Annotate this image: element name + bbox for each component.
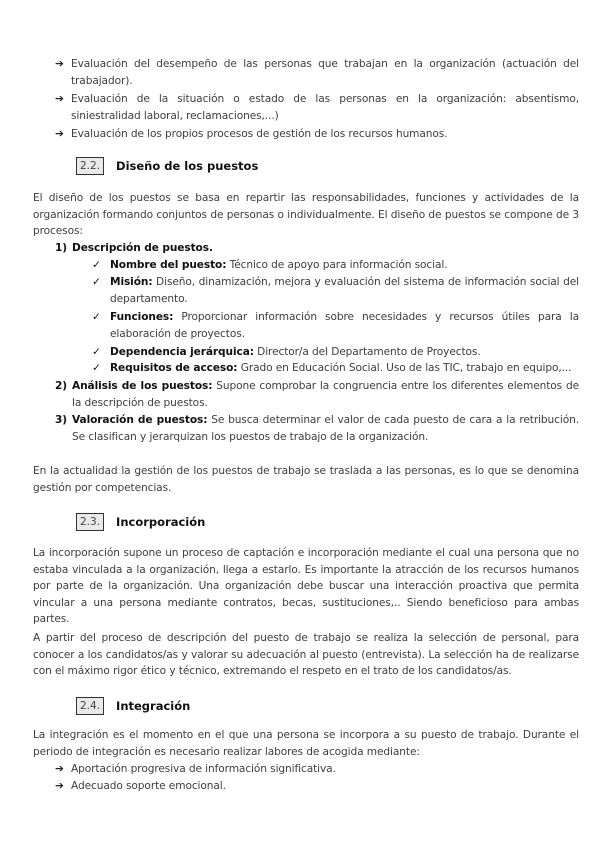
numbered-item-2 <box>55 378 579 411</box>
check-icon: ✓ <box>92 311 101 323</box>
arrow-icon: ➔ <box>55 780 64 792</box>
check-item <box>92 274 579 307</box>
item-label: Valoración de puestos: <box>72 414 208 426</box>
check-text: Proporcionar información sobre necesidades y recursos útiles para la elaboración de proyectos. <box>110 311 579 340</box>
list-item-text: Evaluación del desempeño de las personas que trabajan en la organización (actuación del trabajador). <box>71 58 579 87</box>
check-text: Director/a del Departamento de Proyectos. <box>253 346 481 358</box>
list-item-text: Aportación progresiva de información significativa. <box>71 763 336 775</box>
numbered-item-3 <box>55 412 579 445</box>
list-item <box>55 91 579 124</box>
section-heading-2-3 <box>76 512 205 532</box>
list-item <box>55 761 579 778</box>
list-item <box>55 126 579 143</box>
list-item <box>55 56 579 89</box>
check-item <box>92 257 579 274</box>
check-item <box>92 360 579 377</box>
list-item-text: Evaluación de la situación o estado de las personas en la organización: absentismo, siniestralidad laboral, reclamaciones,...) <box>71 93 579 122</box>
check-icon: ✓ <box>92 362 101 374</box>
arrow-icon: ➔ <box>55 128 64 140</box>
paragraph: La integración es el momento en el que una persona se incorpora a su puesto de trabajo. Durante el periodo de integración es necesario realizar labores de acogida mediante: <box>33 729 579 758</box>
numbered-item-1 <box>55 240 579 257</box>
section-number: 2.2. <box>76 157 104 175</box>
item-text: Se busca determinar el valor de cada puesto de cara a la retribución. Se clasifican y jerarquizan los puestos de trabajo de la organización. <box>72 414 579 443</box>
item-number: 3) <box>55 414 68 426</box>
item-label: Análisis de los puestos: <box>72 380 213 392</box>
section-closing: En la actualidad la gestión de los puestos de trabajo se traslada a las personas, es lo que se denomina gestión por competencias. <box>33 465 579 494</box>
check-text: Diseño, dinamización, mejora y evaluación del sistema de información social del departamento. <box>110 276 579 305</box>
section-heading-2-4 <box>76 696 190 716</box>
item-number: 2) <box>55 380 68 392</box>
paragraph: La incorporación supone un proceso de captación e incorporación mediante el cual una persona que no estaba vinculada a la organización, llega a estarlo. Es importante la atracción de los recursos humanos por parte de la organización. Una organización debe buscar una interacción proactiva que permita vincular a una persona mediante contratos, becas, sustituciones,.. Siendo beneficioso para ambas partes. <box>33 547 579 625</box>
list-item-text: Adecuado soporte emocional. <box>71 780 226 792</box>
section-title: Integración <box>116 699 191 713</box>
section-intro: El diseño de los puestos se basa en repartir las responsabilidades, funciones y actividades de la organización formando conjuntos de personas o individualmente. El diseño de puestos se compone de 3 procesos: <box>33 192 579 237</box>
check-label: Nombre del puesto: <box>110 259 227 271</box>
item-text: Supone comprobar la congruencia entre los diferentes elementos de la descripción de puestos. <box>72 380 579 409</box>
arrow-icon: ➔ <box>55 763 64 775</box>
check-text: Técnico de apoyo para información social. <box>226 259 448 271</box>
check-label: Misión: <box>110 276 153 288</box>
list-item-text: Evaluación de los propios procesos de gestión de los recursos humanos. <box>71 128 448 140</box>
paragraph: A partir del proceso de descripción del puesto de trabajo se realiza la selección de personal, para conocer a los candidatos/as y valorar su adecuación al puesto (entrevista). La selección ha de realizarse con el máximo rigor ético y técnico, extremando el respeto en el trato de los candidatos/as. <box>33 632 579 677</box>
check-icon: ✓ <box>92 259 101 271</box>
item-number: 1) <box>55 242 68 254</box>
arrow-icon: ➔ <box>55 93 64 105</box>
section-title: Incorporación <box>116 515 206 529</box>
check-label: Dependencia jerárquica: <box>110 346 254 358</box>
check-item <box>92 309 579 342</box>
check-item <box>92 344 579 361</box>
section-title: Diseño de los puestos <box>116 159 259 173</box>
check-label: Requisitos de acceso: <box>110 362 238 374</box>
arrow-icon: ➔ <box>55 58 64 70</box>
check-icon: ✓ <box>92 346 101 358</box>
section-number: 2.4. <box>76 697 104 715</box>
check-label: Funciones: <box>110 311 174 323</box>
check-icon: ✓ <box>92 276 101 288</box>
list-item <box>55 778 579 795</box>
check-text: Grado en Educación Social. Uso de las TIC, trabajo en equipo,... <box>237 362 572 374</box>
section-heading-2-2 <box>76 156 258 176</box>
section-number: 2.3. <box>76 513 104 531</box>
item-label: Descripción de puestos. <box>72 242 213 254</box>
